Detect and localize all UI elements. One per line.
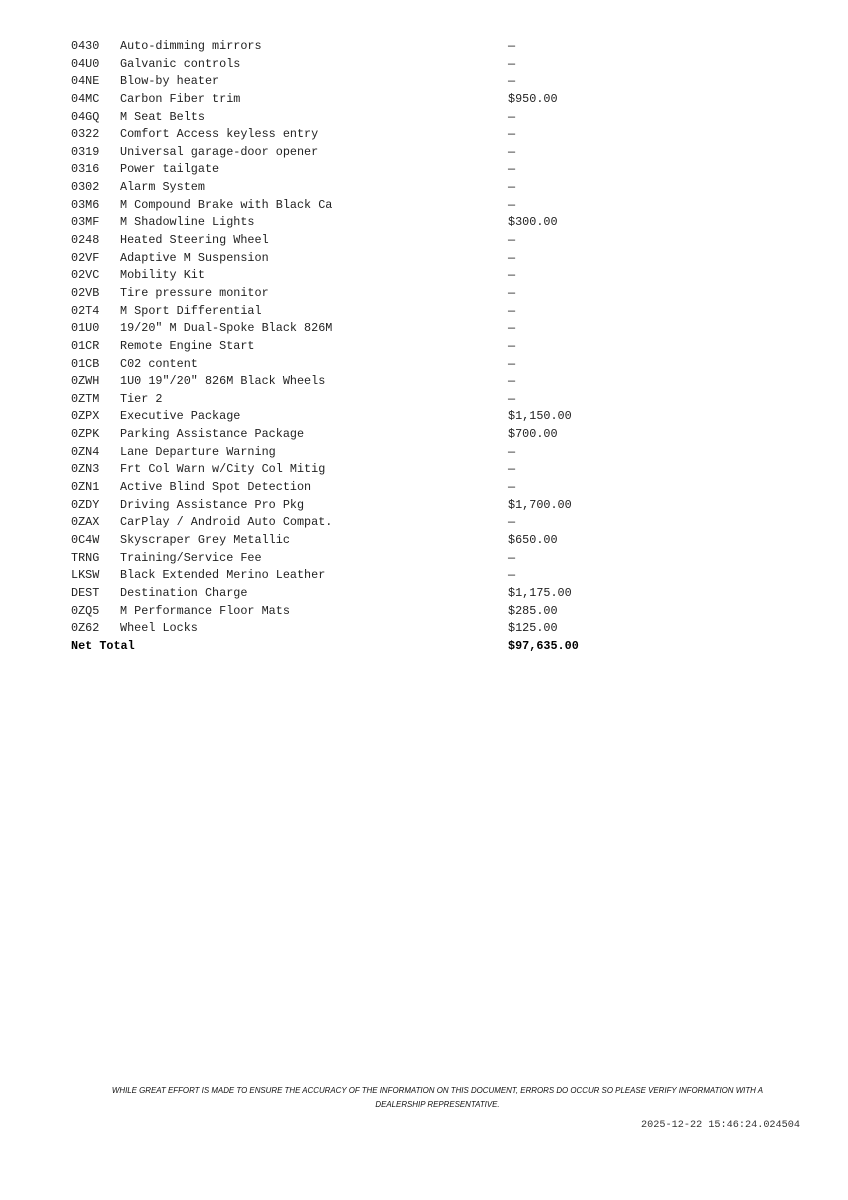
table-row (71, 56, 611, 74)
item-code: 0ZN3 (71, 462, 100, 477)
disclaimer-line-1: WHILE GREAT EFFORT IS MADE TO ENSURE THE ACCURACY OF THE INFORMATION ON THIS DOCUMENT, ERRORS DO OCCUR SO PLEASE VERIFY INFORMATION WITH A (111, 1085, 764, 1095)
item-price: — (508, 480, 516, 495)
item-price: $700.00 (508, 427, 558, 442)
item-description: Heated Steering Wheel (120, 233, 269, 248)
table-row (71, 514, 611, 532)
timestamp: 2025-12-22 15:46:24.024504 (641, 1120, 800, 1131)
item-code: 03MF (71, 215, 100, 230)
item-code: 0ZPK (71, 427, 100, 442)
item-description: C02 content (120, 356, 198, 371)
item-code: 0ZAX (71, 515, 100, 530)
item-code: 0248 (71, 233, 100, 248)
item-description: 1U0 19"/20" 826M Black Wheels (120, 374, 326, 389)
table-row (71, 285, 611, 303)
item-description: Comfort Access keyless entry (120, 127, 319, 142)
item-code: 0430 (71, 39, 100, 53)
item-price: — (508, 356, 516, 371)
table-row (71, 179, 611, 197)
item-description: Active Blind Spot Detection (120, 480, 312, 495)
item-price: $950.00 (508, 91, 558, 106)
item-price: — (508, 109, 516, 124)
item-code: 0ZTM (71, 391, 100, 406)
item-description: Alarm System (120, 180, 205, 195)
table-row (71, 373, 611, 391)
item-description: M Seat Belts (120, 109, 205, 124)
item-price: $1,150.00 (508, 409, 572, 424)
item-description: Black Extended Merino Leather (120, 568, 326, 583)
item-code: 0302 (71, 180, 100, 195)
table-row (71, 444, 611, 462)
table-row (71, 197, 611, 215)
table-row (71, 497, 611, 515)
item-code: 04U0 (71, 56, 100, 71)
item-description: 19/20" M Dual-Spoke Black 826M (120, 321, 333, 336)
disclaimer (99, 1083, 775, 1111)
net-total-row (71, 638, 611, 656)
table-row (71, 479, 611, 497)
item-code: 0319 (71, 144, 100, 159)
table-row (71, 338, 611, 356)
item-description: Auto-dimming mirrors (120, 39, 262, 53)
item-code: 0ZWH (71, 374, 100, 389)
table-row (71, 603, 611, 621)
item-description: Frt Col Warn w/City Col Mitig (120, 462, 326, 477)
item-price: — (508, 462, 516, 477)
item-description: Carbon Fiber trim (120, 91, 241, 106)
table-row (71, 356, 611, 374)
item-description: Training/Service Fee (120, 550, 262, 565)
item-code: 0322 (71, 127, 100, 142)
item-code: 01U0 (71, 321, 100, 336)
item-price: $285.00 (508, 603, 558, 618)
item-price: — (508, 39, 516, 53)
table-row (71, 320, 611, 338)
table-row (71, 38, 611, 56)
item-code: 02VF (71, 250, 100, 265)
item-code: 04GQ (71, 109, 100, 124)
item-price: — (508, 568, 516, 583)
table-row (71, 109, 611, 127)
item-price: — (508, 374, 516, 389)
line-items-table (71, 38, 611, 655)
table-row (71, 267, 611, 285)
item-description: Remote Engine Start (120, 338, 255, 353)
item-description: Driving Assistance Pro Pkg (120, 497, 305, 512)
item-price: — (508, 321, 516, 336)
item-description: Tire pressure monitor (120, 285, 269, 300)
item-description: Parking Assistance Package (120, 427, 305, 442)
item-description: Lane Departure Warning (120, 444, 276, 459)
item-price: $650.00 (508, 532, 558, 547)
item-code: 02VC (71, 268, 100, 283)
table-row (71, 461, 611, 479)
item-description: M Sport Differential (120, 303, 262, 318)
item-code: LKSW (71, 568, 100, 583)
disclaimer-line-2: DEALERSHIP REPRESENTATIVE. (375, 1099, 500, 1109)
table-row (71, 126, 611, 144)
item-code: 0ZPX (71, 409, 100, 424)
item-code: 0Z62 (71, 621, 100, 636)
item-price: $1,175.00 (508, 585, 572, 600)
item-description: Adaptive M Suspension (120, 250, 269, 265)
item-description: CarPlay / Android Auto Compat. (120, 515, 333, 530)
table-row (71, 91, 611, 109)
item-description: Executive Package (120, 409, 241, 424)
item-description: Wheel Locks (120, 621, 198, 636)
item-price: — (508, 197, 516, 212)
item-code: 03M6 (71, 197, 100, 212)
item-description: Mobility Kit (120, 268, 205, 283)
item-price: $1,700.00 (508, 497, 572, 512)
item-description: M Compound Brake with Black Ca (120, 197, 333, 212)
item-code: DEST (71, 585, 100, 600)
item-price: — (508, 250, 516, 265)
item-price: — (508, 268, 516, 283)
item-description: Power tailgate (120, 162, 220, 177)
item-price: — (508, 515, 516, 530)
table-row (71, 408, 611, 426)
table-row (71, 585, 611, 603)
item-code: 0C4W (71, 532, 100, 547)
item-code: 04MC (71, 91, 100, 106)
item-description: Tier 2 (120, 391, 163, 406)
item-price: — (508, 285, 516, 300)
item-price: — (508, 338, 516, 353)
item-code: 0ZQ5 (71, 603, 100, 618)
item-description: Blow-by heater (120, 74, 220, 89)
item-code: TRNG (71, 550, 100, 565)
item-description: M Performance Floor Mats (120, 603, 290, 618)
item-description: Universal garage-door opener (120, 144, 319, 159)
item-code: 01CB (71, 356, 100, 371)
item-price: — (508, 162, 516, 177)
table-row (71, 567, 611, 585)
item-price: — (508, 74, 516, 89)
item-code: 02T4 (71, 303, 100, 318)
item-code: 0ZN4 (71, 444, 100, 459)
table-row (71, 250, 611, 268)
net-total-value: $97,635.00 (508, 638, 579, 653)
item-price: — (508, 180, 516, 195)
item-price: $125.00 (508, 621, 558, 636)
item-price: $300.00 (508, 215, 558, 230)
item-code: 04NE (71, 74, 100, 89)
table-row (71, 426, 611, 444)
table-row (71, 303, 611, 321)
item-description: Skyscraper Grey Metallic (120, 532, 290, 547)
item-price: — (508, 144, 516, 159)
table-row (71, 620, 611, 638)
item-description: Galvanic controls (120, 56, 241, 71)
item-price: — (508, 233, 516, 248)
item-price: — (508, 127, 516, 142)
item-price: — (508, 303, 516, 318)
table-row (71, 161, 611, 179)
item-code: 02VB (71, 285, 100, 300)
table-row (71, 73, 611, 91)
item-description: M Shadowline Lights (120, 215, 255, 230)
item-code: 01CR (71, 338, 100, 353)
item-code: 0ZDY (71, 497, 100, 512)
item-description: Destination Charge (120, 585, 248, 600)
table-row (71, 391, 611, 409)
item-code: 0316 (71, 162, 100, 177)
table-row (71, 144, 611, 162)
item-price: — (508, 56, 516, 71)
table-row (71, 232, 611, 250)
table-row (71, 550, 611, 568)
item-price: — (508, 444, 516, 459)
table-row (71, 214, 611, 232)
item-price: — (508, 391, 516, 406)
item-price: — (508, 550, 516, 565)
item-code: 0ZN1 (71, 480, 100, 495)
net-total-label: Net Total (71, 638, 135, 653)
table-row (71, 532, 611, 550)
